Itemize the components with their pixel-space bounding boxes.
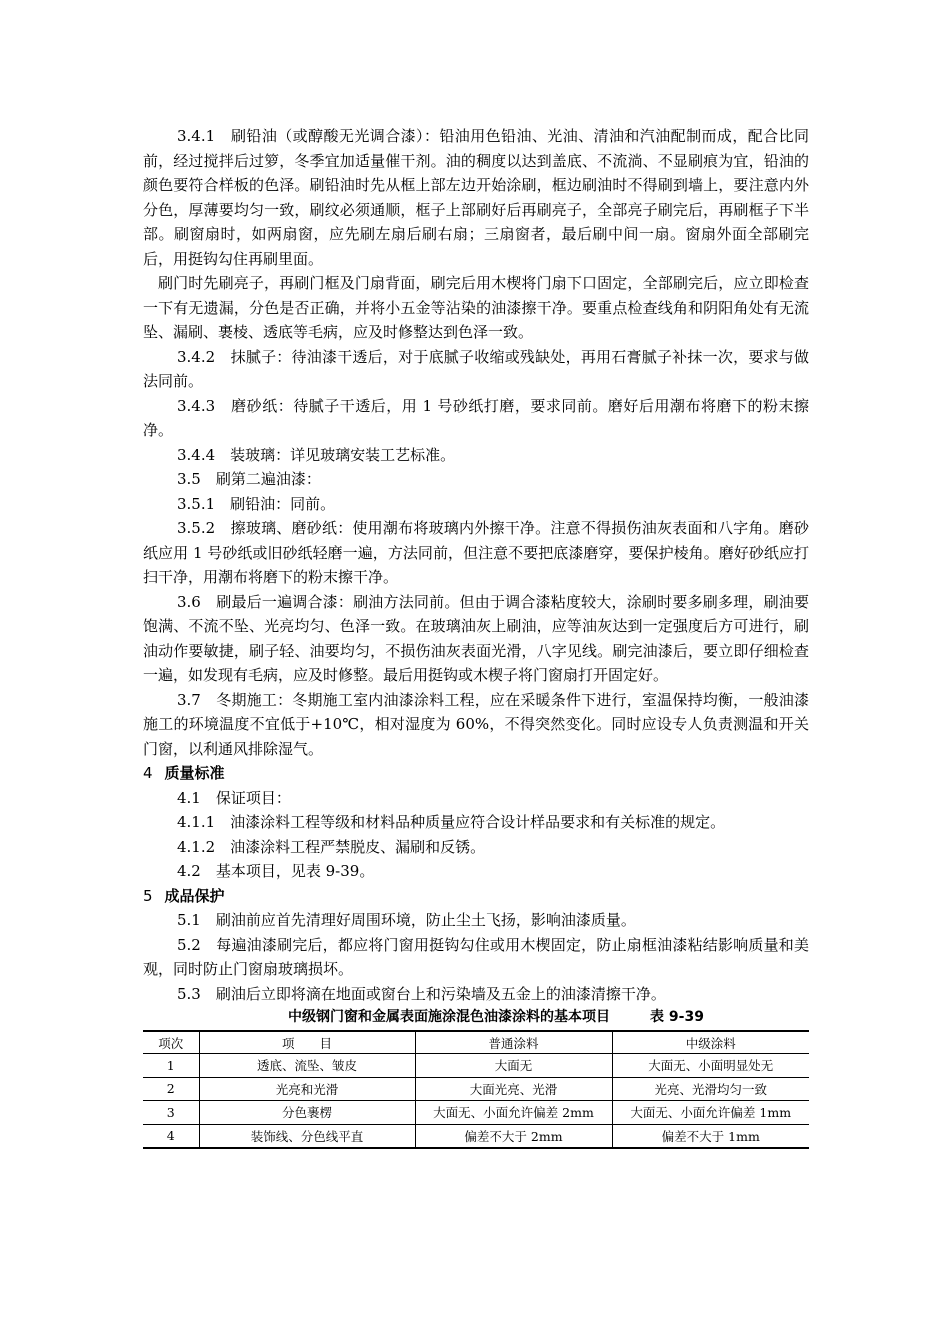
section-heading-quality-standards (143, 761, 809, 786)
paragraph-3-4-4: 3.4.4 装玻璃：详见玻璃安装工艺标准。 (177, 445, 456, 464)
paragraph-3-5-1: 3.5.1 刷铅油：同前。 (177, 494, 336, 513)
table-cell: 光亮和光滑 (199, 1077, 415, 1101)
table-header-row (143, 1031, 809, 1054)
section-heading-product-protection (143, 884, 809, 909)
table-cell: 偏差不大于 2mm (415, 1124, 612, 1148)
header-intermediate-coating: 中级涂料 (612, 1031, 809, 1054)
paragraph-3-4-1: 3.4.1 刷铅油（或醇酸无光调合漆）：铅油用色铅油、光油、清油和汽油配制而成，配合比同前，经过搅拌后过箩，冬季宜加适量催干剂。油的稠度以达到盖底、不流淌、不显刷痕为宜，铅油的颜色要符合样板的色泽。刷铅油时先从框上部左边开始涂刷，框边刷油时不得刷到墙上，要注意内外分色，厚薄要均匀一致，刷纹必须通顺，框子上部刷好后再刷亮子，全部亮子刷完后，再刷框子下半部。刷窗扇时，如两扇窗，应先刷左扇后刷右扇；三扇窗者，最后刷中间一扇。窗扇外面全部刷完后，用挺钩勾住再刷里面。 (143, 127, 809, 268)
section-title: 成品保护 (164, 886, 225, 905)
quality-items-table (143, 1030, 809, 1149)
table-cell: 2 (143, 1077, 199, 1101)
table-cell: 光亮、光滑均匀一致 (612, 1077, 809, 1101)
paragraph-3-4-2: 3.4.2 抹腻子：待油漆干透后，对于底腻子收缩或残缺处，再用石膏腻子补抹一次，要求与做法同前。 (143, 347, 809, 390)
paragraph-3-6: 3.6 刷最后一遍调合漆：刷油方法同前。但由于调合漆粘度较大，涂刷时要多刷多理，刷油要饱满、不流不坠、光亮均匀、色泽一致。在玻璃油灰上刷油，应等油灰达到一定强度后方可进行，刷油动作要敏捷，刷子轻、油要均匀，不损伤油灰表面光滑，八字见线。刷完油漆后，要立即仔细检查一遍，如发现有毛病，应及时修整。最后用挺钩或木楔子将门窗扇打开固定好。 (143, 592, 809, 684)
header-item-no: 项次 (143, 1031, 199, 1054)
paragraph-3-5: 3.5 刷第二遍油漆： (177, 470, 321, 488)
table-cell: 1 (143, 1054, 199, 1078)
paragraph-door-painting: 刷门时先刷亮子，再刷门框及门扇背面，刷完后用木楔将门扇下口固定，全部刷完后，应立即检查一下有无遗漏，分色是否正确，并将小五金等沾染的油漆擦干净。要重点检查线角和阴阳角处有无流坠、漏刷、裹棱、透底等毛病，应及时修整达到色泽一致。 (143, 274, 809, 341)
table-cell: 大面无、小面允许偏差 2mm (415, 1101, 612, 1125)
table-row (143, 1101, 809, 1125)
table-cell: 偏差不大于 1mm (612, 1124, 809, 1148)
paragraph-5-2: 5.2 每遍油漆刷完后，都应将门窗用挺钩勾住或用木楔固定，防止扇框油漆粘结影响质量和美观，同时防止门窗扇玻璃损坏。 (143, 935, 809, 978)
table-row (143, 1054, 809, 1078)
paragraph-3-7: 3.7 冬期施工：冬期施工室内油漆涂料工程，应在采暖条件下进行，室温保持均衡，一般油漆施工的环境温度不宜低于+10℃，相对湿度为 60%，不得突然变化。同时应设专人负责测温和开关门窗，以利通风排除湿气。 (143, 690, 809, 758)
table-row (143, 1077, 809, 1101)
table-cell: 4 (143, 1124, 199, 1148)
table-row (143, 1124, 809, 1148)
table-caption-title: 中级钢门窗和金属表面施涂混色油漆涂料的基本项目 (288, 1009, 611, 1025)
section-number: 5 (143, 886, 153, 905)
table-cell: 透底、流坠、皱皮 (199, 1054, 415, 1078)
table-cell: 分色裹楞 (199, 1101, 415, 1125)
section-title: 质量标准 (164, 764, 225, 782)
table-cell: 装饰线、分色线平直 (199, 1124, 415, 1148)
table-caption (143, 1006, 809, 1028)
paragraph-4-1: 4.1 保证项目： (177, 788, 291, 807)
paragraph-5-3: 5.3 刷油后立即将滴在地面或窗台上和污染墙及五金上的油漆清擦干净。 (177, 984, 666, 1003)
section-number: 4 (143, 764, 153, 782)
paragraph-4-1-1: 4.1.1 油漆涂料工程等级和材料品种质量应符合设计样品要求和有关标准的规定。 (177, 813, 726, 831)
document-page (143, 124, 809, 1149)
paragraph-4-1-2: 4.1.2 油漆涂料工程严禁脱皮、漏刷和反锈。 (177, 837, 486, 856)
table-cell: 大面光亮、光滑 (415, 1077, 612, 1101)
paragraph-4-2: 4.2 基本项目，见表 9-39。 (177, 862, 375, 880)
table-cell: 3 (143, 1101, 199, 1125)
table-number: 表 9-39 (650, 1009, 704, 1025)
table-cell: 大面无、小面允许偏差 1mm (612, 1101, 809, 1125)
table-cell: 大面无 (415, 1054, 612, 1078)
header-item: 项 目 (199, 1031, 415, 1054)
paragraph-3-4-3: 3.4.3 磨砂纸：待腻子干透后，用 1 号砂纸打磨，要求同前。磨好后用潮布将磨下的粉末擦净。 (143, 396, 809, 439)
paragraph-3-5-2: 3.5.2 擦玻璃、磨砂纸：使用潮布将玻璃内外擦干净。注意不得损伤油灰表面和八字角。磨砂纸应用 1 号砂纸或旧砂纸轻磨一遍，方法同前，但注意不要把底漆磨穿，要保护棱角。磨好砂纸应打扫干净，用潮布将磨下的粉末擦干净。 (143, 519, 809, 586)
table-cell: 大面无、小面明显处无 (612, 1054, 809, 1078)
header-ordinary-coating: 普通涂料 (415, 1031, 612, 1054)
paragraph-5-1: 5.1 刷油前应首先清理好周围环境，防止尘土飞扬，影响油漆质量。 (177, 911, 636, 929)
